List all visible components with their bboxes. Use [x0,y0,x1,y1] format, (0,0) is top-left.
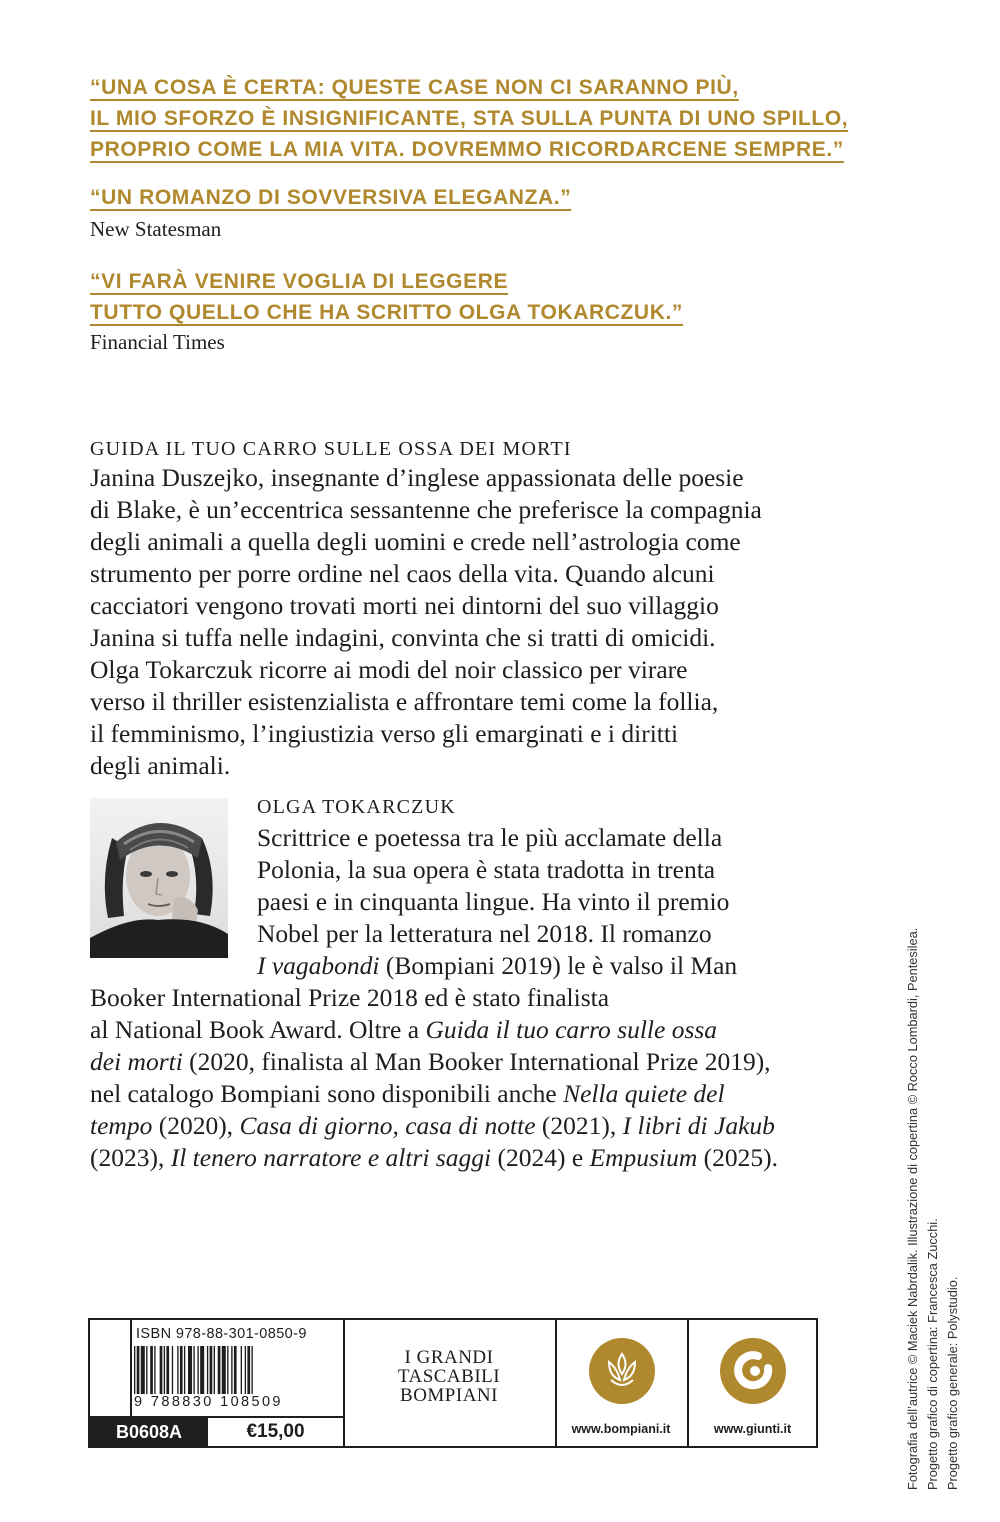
product-code: B0608A [90,1418,208,1446]
synopsis-line: degli animali a quella degli uomini e crede nell’astrologia come [90,527,741,556]
bio-italic-text: Casa di giorno, casa di notte [239,1111,536,1140]
author-name: OLGA TOKARCZUK [257,796,456,818]
barcode-bar [160,1346,163,1394]
bio-line [90,950,778,982]
author-bio [90,822,778,1174]
bio-italic-text: Nella quiete del [563,1079,725,1108]
synopsis-line: Janina Duszejko, insegnante d’inglese appassionata delle poesie [90,463,744,492]
barcode-bar [200,1346,204,1394]
barcode-bar [247,1346,250,1394]
barcode-bar [210,1346,213,1394]
price-barcode-box [88,1318,818,1448]
barcode-bar [197,1346,198,1394]
barcode-bar [188,1346,192,1394]
bompiani-logo-icon [587,1336,657,1406]
barcode-bar [245,1346,246,1394]
bio-text: Polonia, la sua opera è stata tradotta in trenta [257,855,716,884]
credit-line: Fotografia dell’autrice © Maciek Nabrdalik. Illustrazione di copertina © Rocco Lombardi, Pentesilea. [905,927,920,1490]
bio-italic-text: Empusium [589,1143,698,1172]
synopsis-line: degli animali. [90,751,231,780]
synopsis-line: Olga Tokarczuk ricorre ai modi del noir classico per virare [90,655,688,684]
barcode-bar [137,1346,140,1394]
bio-italic-text: Guida il tuo carro sulle ossa [425,1015,718,1044]
bio-italic-text: I vagabondi [257,951,380,980]
bio-text: (2024) e [491,1143,590,1172]
barcode-bar [164,1346,165,1394]
quote-2 [90,182,571,213]
bio-line [90,822,778,854]
barcode-digits: 9 788830 108509 [134,1394,283,1410]
quote-line: “VI FARÀ VENIRE VOGLIA DI LEGGERE [90,270,509,293]
barcode-bar [166,1346,169,1394]
quote-line: IL MIO SFORZO È INSIGNIFICANTE, STA SULLA PUNTA DI UNO SPILLO, [90,107,849,130]
barcode-bar [234,1346,237,1394]
synopsis-line: di Blake, è un’eccentrica sessantenne che preferisce la compagnia [90,495,762,524]
bio-text: (2021), [535,1111,623,1140]
bio-text: (2025). [697,1143,778,1172]
quote-2-source: New Statesman [90,217,222,241]
bio-text: nel catalogo Bompiani sono disponibili anche [90,1079,564,1108]
quote-line: TUTTO QUELLO CHE HA SCRITTO OLGA TOKARCZUK.” [90,301,683,324]
bio-line [90,1078,778,1110]
barcode-bar [214,1346,215,1394]
barcode-bar [231,1346,232,1394]
barcode-bar [141,1346,145,1394]
quote-line: “UNA COSA È CERTA: QUESTE CASE NON CI SARANNO PIÙ, [90,76,739,99]
credit-line: Progetto grafico di copertina: Francesca Zucchi. [925,1218,940,1490]
credit-line: Progetto grafico generale: Polystudio. [945,1276,960,1490]
series-line: BOMPIANI [400,1385,498,1406]
price: €15,00 [246,1421,305,1442]
barcode-bar [134,1346,135,1394]
bio-text: Booker International Prize 2018 ed è stato finalista [90,983,610,1012]
bio-text: paesi e in cinquanta lingue. Ha vinto il premio [257,887,730,916]
barcode-bar [150,1346,153,1394]
barcode-bar [207,1346,208,1394]
bio-italic-text: dei morti [90,1047,183,1076]
quote-3-source: Financial Times [90,330,225,354]
bio-line [90,886,778,918]
barcode-bar [251,1346,252,1394]
bio-line [90,1014,778,1046]
barcode-bar [146,1346,147,1394]
bio-text: (2020), [152,1111,240,1140]
bio-italic-text: I libri di Jakub [622,1111,775,1140]
bio-text: Nobel per la letteratura nel 2018. Il romanzo [257,919,712,948]
barcode-bar [193,1346,194,1394]
giunti-logo-icon [718,1336,788,1406]
synopsis-line: verso il thriller esistenzialista e affrontare temi come la follia, [90,687,719,716]
barcode-bar [222,1346,226,1394]
giunti-url[interactable]: www.giunti.it [713,1422,792,1436]
series-name [343,1348,555,1405]
bompiani-url[interactable]: www.bompiani.it [571,1422,671,1436]
barcode [134,1346,338,1394]
bio-line [90,982,778,1014]
series-line: TASCABILI [397,1366,501,1387]
quote-line: “UN ROMANZO DI SOVVERSIVA ELEGANZA.” [90,186,572,209]
barcode-bar [154,1346,155,1394]
barcode-bar [241,1346,242,1394]
barcode-bar [184,1346,185,1394]
series-line: I GRANDI [404,1347,494,1368]
barcode-bar [177,1346,178,1394]
bio-italic-text: tempo [90,1111,153,1140]
synopsis-text [90,462,762,782]
bio-italic-text: Il tenero narratore e altri saggi [170,1143,492,1172]
barcode-bar [172,1346,173,1394]
bio-line [90,1110,778,1142]
bio-line [90,1142,778,1174]
bio-line [90,854,778,886]
synopsis-title: GUIDA IL TUO CARRO SULLE OSSA DEI MORTI [90,438,572,460]
bio-line [90,918,778,950]
synopsis-line: il femminismo, l’ingiustizia verso gli emarginati e i diritti [90,719,679,748]
quote-line: PROPRIO COME LA MIA VITA. DOVREMMO RICORDARCENE SEMPRE.” [90,138,844,161]
synopsis-line: strumento per porre ordine nel caos della vita. Quando alcuni [90,559,715,588]
credits [903,870,963,1490]
barcode-bar [180,1346,183,1394]
quote-3 [90,266,683,328]
bio-text: (2023), [90,1143,171,1172]
isbn-text: ISBN 978-88-301-0850-9 [136,1326,307,1342]
bio-line [90,1046,778,1078]
synopsis-line: cacciatori vengono trovati morti nei dintorni del suo villaggio [90,591,719,620]
quote-1 [90,72,848,165]
bio-text: al National Book Award. Oltre a [90,1015,426,1044]
bio-text: (Bompiani 2019) le è valso il Man [379,951,738,980]
bio-text: Scrittrice e poetessa tra le più acclamate della [257,823,723,852]
bio-text: (2020, finalista al Man Booker International Prize 2019), [182,1047,771,1076]
barcode-bar [227,1346,228,1394]
barcode-bar [218,1346,221,1394]
synopsis-line: Janina si tuffa nelle indagini, convinta che si tratti di omicidi. [90,623,716,652]
